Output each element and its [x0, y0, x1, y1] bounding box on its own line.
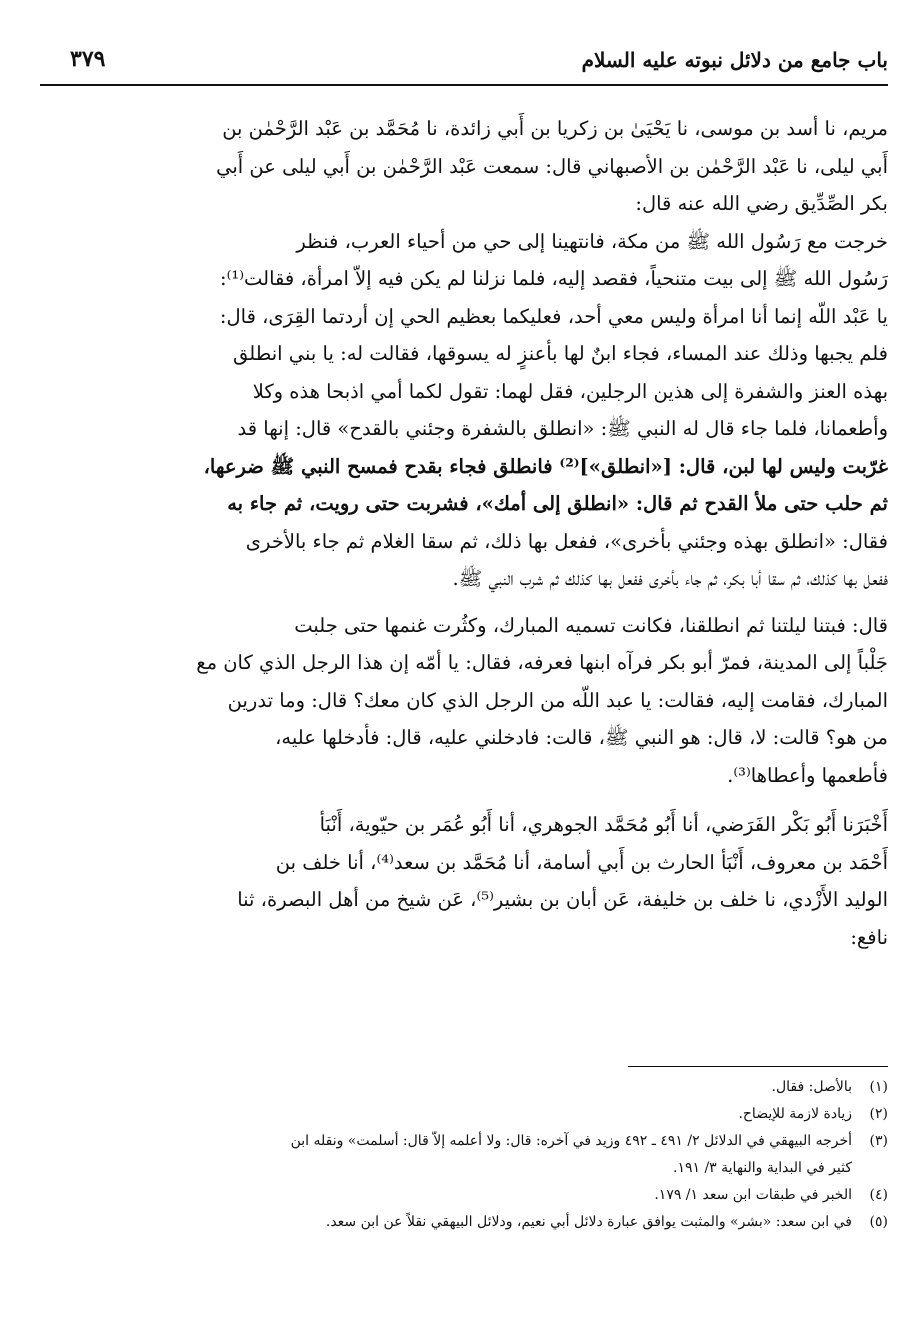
- footnote-number: (٢): [869, 1106, 888, 1122]
- text-line: خرجت مع رَسُول الله ﷺ من مكة، فانتهينا إلى حي من أحياء العرب، فنظر: [296, 229, 888, 253]
- text-line: المبارك، فقامت إليه، فقالت: يا عبد اللّه من الرجل الذي كان معك؟ قال: وما تدرين: [227, 688, 888, 712]
- text-line: أَحْمَد بن معروف، أَنْبَأ الحارث بن أَبي أسامة، أنا مُحَمَّد بن سعد⁽⁴⁾، أنا خلف بن: [275, 850, 888, 874]
- text-line: ثم حلب حتى ملأ القدح ثم قال: «انطلق إلى أمك»، فشربت حتى رويت، ثم جاء به: [227, 492, 888, 515]
- text-line: فلم يجبها وذلك عند المساء، فجاء ابنٌ لها بأعنزٍ له يسوقها، فقالت له: يا بني انطلق: [233, 342, 888, 365]
- footnote-text: زيادة لازمة للإيضاح.: [738, 1106, 852, 1122]
- text-line: فقال: «انطلق بهذه وجئني بأخرى»، ففعل بها ذلك، ثم سقا الغلام ثم جاء بالأخرى: [245, 529, 888, 553]
- paragraph-hadith: [52, 223, 888, 598]
- text-line: نافع:: [850, 925, 888, 949]
- footnote-text: الخبر في طبقات ابن سعد ١/ ١٧٩.: [654, 1187, 852, 1203]
- text-line: أَخْبَرَنا أَبُو بَكْر الفَرَضي، أنا أَبُو مُحَمَّد الجوهري، أنا أَبُو عُمَر بن حيّوية، أَنْبَأ: [319, 813, 888, 836]
- footnote: [52, 1182, 888, 1209]
- chapter-title: باب جامع من دلائل نبوته عليه السلام: [581, 48, 888, 72]
- page-number: ٣٧٩: [70, 46, 106, 72]
- paragraph-gap: [52, 794, 888, 806]
- paragraph-continuation: [52, 607, 888, 795]
- footnote-number: (٥): [869, 1214, 888, 1230]
- text-line: فأطعمها وأعطاها⁽³⁾.: [727, 763, 888, 787]
- footnote-number: (١): [869, 1079, 888, 1095]
- footnote: [52, 1101, 888, 1128]
- text-line: جَلْباً إلى المدينة، فمرّ أبو بكر فرآه ابنها فعرفه، فقال: يا أمّه إن هذا الرجل الذي كان مع: [196, 651, 888, 674]
- text-line: من هو؟ قالت: لا، قال: هو النبي ﷺ، قالت: فادخلني عليه، قال: فأدخلها عليه،: [275, 726, 888, 749]
- text-line: الوليد الأَزْدي، نا خلف بن خليفة، عَن أبان بن بشير⁽⁵⁾، عَن شيخ من أهل البصرة، ثنا: [237, 888, 888, 911]
- text-line: رَسُول الله ﷺ إلى بيت متنحياً، فقصد إليه، فلما نزلنا لم يكن فيه إلاّ امرأة، فقالت⁽¹⁾:: [220, 267, 888, 290]
- text-line: وأطعمانا، فلما جاء قال له النبي ﷺ: «انطلق بالشفرة وجئني بالقدح» قال: إنها قد: [237, 417, 888, 440]
- footnote-text-line: كثير في البداية والنهاية ٣/ ١٩١.: [672, 1160, 852, 1176]
- text-line: بكر الصِّدِّيق رضي الله عنه قال:: [635, 192, 888, 215]
- footnotes: [52, 1074, 888, 1236]
- main-text: [52, 110, 888, 956]
- footnote: [52, 1209, 888, 1236]
- running-header: [40, 44, 888, 86]
- text-line: مريم، نا أسد بن موسى، نا يَحْيَىٰ بن زكريا بن أَبي زائدة، نا مُحَمَّد بن عَبْد الرَّحْمٰن بن: [222, 117, 888, 140]
- footnote-separator: [628, 1066, 888, 1067]
- paragraph-isnad-1: [52, 110, 888, 223]
- footnote-text: في ابن سعد: «بشر» والمثبت يوافق عبارة دلائل أبي نعيم، ودلائل البيهقي نقلاً عن ابن سعد.: [325, 1214, 852, 1230]
- text-line: ففعل بها كذلك، ثم سقا أبا بكر، ثم جاء بأخرى ففعل بها كذلك ثم شرب النبي ﷺ.: [452, 567, 888, 590]
- footnote: [52, 1128, 888, 1182]
- text-line: غرّبت وليس لها لبن، قال: [«انطلق»]⁽²⁾ فانطلق فجاء بقدح فمسح النبي ﷺ ضرعها،: [203, 454, 888, 478]
- paragraph-gap: [52, 598, 888, 607]
- text-line: يا عَبْد اللّه إنما أنا امرأة وليس معي أحد، فعليكما بعظيم الحي إن أردتما القِرَى، قال:: [219, 304, 888, 328]
- paragraph-isnad-2: [52, 806, 888, 956]
- footnote: [52, 1074, 888, 1101]
- footnote-text-line: أخرجه البيهقي في الدلائل ٢/ ٤٩١ ـ ٤٩٢ وزيد في آخره: قال: ولا أعلمه إلاّ قال: أسلمت» ونقله ابن: [290, 1133, 852, 1149]
- footnote-number: (٤): [869, 1187, 888, 1203]
- text-line: بهذه العنز والشفرة إلى هذين الرجلين، فقل لهما: تقول لكما أمي اذبحا هذه وكلا: [252, 379, 888, 403]
- text-line: أَبي ليلى، نا عَبْد الرَّحْمٰن بن الأصبهاني قال: سمعت عَبْد الرَّحْمٰن بن أَبي ليلى عن أَبي: [216, 154, 888, 178]
- text-line: قال: فبتنا ليلتنا ثم انطلقنا، فكانت تسميه المبارك، وكثُرت غنمها حتى جلبت: [294, 613, 888, 637]
- footnote-text: بالأصل: فقال.: [771, 1079, 852, 1095]
- footnote-text: [52, 1128, 852, 1182]
- footnote-number: (٣): [869, 1133, 888, 1149]
